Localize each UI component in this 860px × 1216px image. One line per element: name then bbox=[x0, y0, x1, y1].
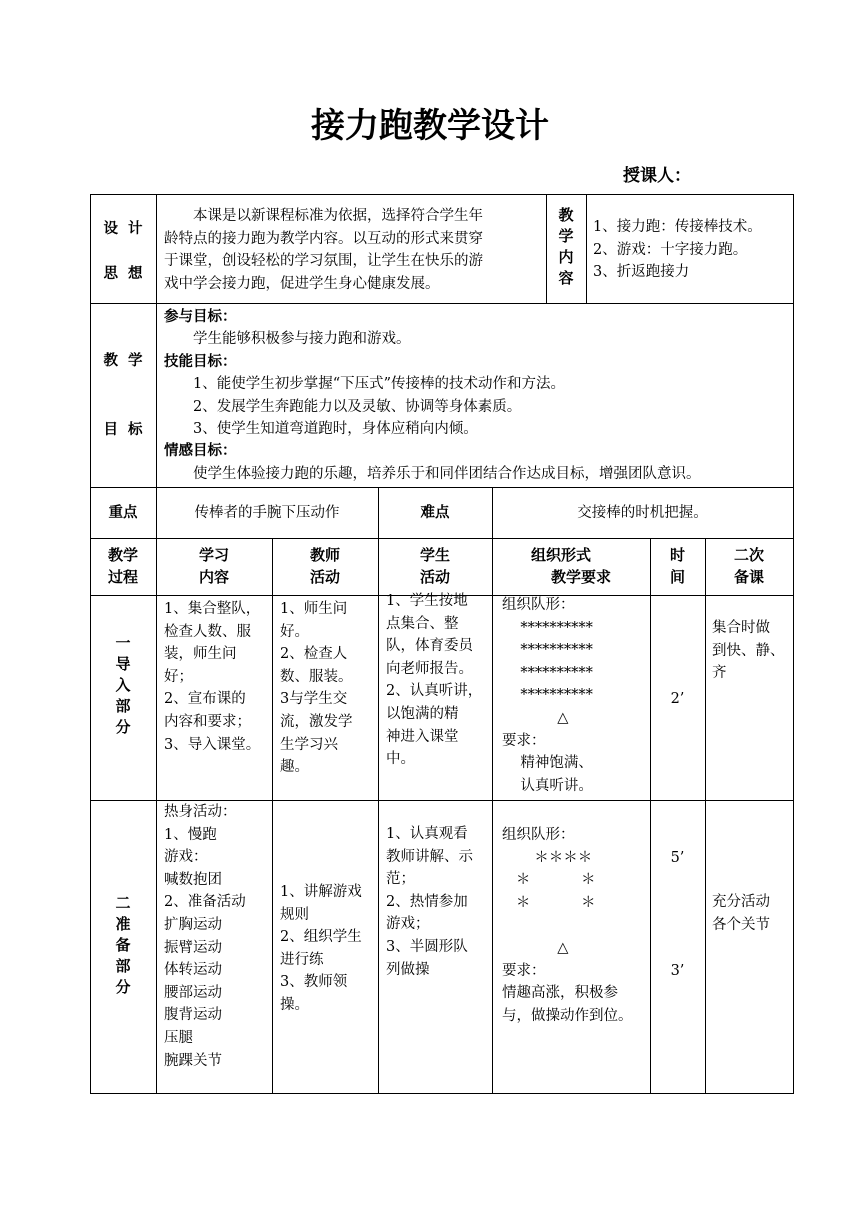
student-line: 游戏； bbox=[386, 916, 430, 933]
difficulty-label: 难点 bbox=[420, 505, 450, 521]
header-org-line: 教学要求 bbox=[550, 568, 611, 586]
org-line: 要求： bbox=[502, 732, 546, 749]
content-line: 喊数抱团 bbox=[164, 871, 222, 888]
row-intro-time: 2’ bbox=[670, 691, 685, 707]
prep-line: 集合时做 bbox=[712, 620, 770, 636]
goal-heading: 情感目标： bbox=[164, 443, 237, 460]
org-line: 组织队形： bbox=[502, 597, 575, 613]
student-line: 点集合、整 bbox=[386, 615, 459, 632]
page-title: 接力跑教学设计 bbox=[311, 106, 549, 146]
teacher-line: 好。 bbox=[280, 623, 309, 640]
content-line: 体转运动 bbox=[164, 962, 222, 979]
org-line: ********** bbox=[502, 619, 593, 636]
row-warmup-org bbox=[502, 824, 650, 1027]
org-line: 组织队形： bbox=[502, 827, 575, 843]
row-warmup-process bbox=[90, 893, 156, 998]
row-intro-process bbox=[90, 633, 156, 738]
design-text bbox=[164, 205, 544, 295]
teacher-line: 进行练 bbox=[280, 951, 324, 968]
design-text-line: 本课是以新课程标准为依据，选择符合学生年 bbox=[164, 208, 483, 224]
goal-heading: 技能目标： bbox=[164, 353, 237, 370]
student-line: 以饱满的精 bbox=[386, 705, 459, 722]
org-line: 认真听讲。 bbox=[502, 777, 593, 794]
content-item: 3、折返跑接力 bbox=[593, 264, 690, 281]
design-text-line: 于课堂，创设轻松的学习氛围，让学生在快乐的游 bbox=[164, 253, 483, 270]
header-prep-line: 二次 bbox=[733, 546, 764, 564]
student-line: 1、认真观看 bbox=[386, 826, 468, 842]
teacher-label: 授课人： bbox=[623, 166, 691, 186]
teacher-line: 1、师生问 bbox=[280, 601, 348, 617]
teacher-line: 规则 bbox=[280, 906, 309, 923]
student-line: 列做操 bbox=[386, 961, 430, 978]
process-char: 导 bbox=[115, 655, 131, 673]
content-line: 1、集合整队， bbox=[164, 601, 261, 617]
row-intro-org bbox=[502, 594, 650, 797]
row-intro-teacher bbox=[280, 598, 378, 779]
row-warmup-time-2: 3’ bbox=[670, 963, 685, 979]
goal-line: 使学生体验接力跑的乐趣，培养乐于和同伴团结合作达成目标，增强团队意识。 bbox=[164, 465, 701, 482]
content-line: 3、导入课堂。 bbox=[164, 736, 261, 753]
teacher-line: 数、服装。 bbox=[280, 668, 353, 685]
goals-text bbox=[164, 306, 792, 485]
teacher-line: 2、组织学生 bbox=[280, 929, 362, 946]
org-line bbox=[502, 914, 650, 937]
teacher-line: 操。 bbox=[280, 996, 309, 1013]
content-line: 腰部运动 bbox=[164, 984, 222, 1001]
prep-line: 齐 bbox=[712, 665, 727, 682]
student-line: 中。 bbox=[386, 751, 415, 768]
header-content bbox=[156, 544, 272, 588]
design-label-1: 设 计 bbox=[103, 221, 143, 237]
design-label-2: 思 想 bbox=[103, 266, 143, 282]
org-line: ********** bbox=[502, 687, 593, 704]
goal-line: 2、发展学生奔跑能力以及灵敏、协调等身体素质。 bbox=[164, 398, 522, 415]
process-char: 二 bbox=[115, 894, 131, 912]
student-line: 1、学生按地 bbox=[386, 593, 468, 609]
student-line: 队，体育委员 bbox=[386, 638, 473, 655]
header-content-line: 内容 bbox=[198, 568, 229, 586]
teacher-line: 3、教师领 bbox=[280, 974, 348, 991]
process-char: 分 bbox=[115, 978, 131, 996]
process-char: 入 bbox=[115, 676, 131, 694]
row-intro-student bbox=[386, 590, 492, 771]
design-text-line: 戏中学会接力跑，促进学生身心健康发展。 bbox=[164, 275, 440, 292]
header-time bbox=[650, 544, 705, 588]
teacher-line: 趣。 bbox=[280, 759, 309, 776]
row-warmup-time-1: 5’ bbox=[670, 850, 685, 866]
goal-line: 学生能够积极参与接力跑和游戏。 bbox=[164, 331, 411, 348]
content-label-char: 教 bbox=[558, 206, 574, 224]
org-line: 精神饱满、 bbox=[502, 755, 593, 772]
row-intro-content bbox=[164, 598, 272, 756]
row-warmup-content bbox=[164, 801, 272, 1072]
process-char: 一 bbox=[115, 634, 131, 652]
row-warmup-prep bbox=[712, 891, 792, 936]
header-teacher bbox=[272, 544, 378, 588]
org-line: △ bbox=[502, 939, 569, 956]
content-label-char: 容 bbox=[558, 269, 574, 287]
student-line: 神进入课堂 bbox=[386, 728, 459, 745]
teacher-line: 2、检查人 bbox=[280, 646, 348, 663]
header-org bbox=[492, 544, 650, 588]
prep-line: 各个关节 bbox=[712, 916, 770, 933]
goals-label-1: 教 学 bbox=[103, 353, 143, 369]
goal-heading: 参与目标： bbox=[164, 309, 237, 325]
header-process-line: 过程 bbox=[107, 568, 138, 586]
header-student-line: 学生 bbox=[419, 546, 450, 564]
key-label: 重点 bbox=[108, 505, 138, 521]
header-org-line: 组织形式 bbox=[530, 546, 591, 564]
content-line: 热身活动： bbox=[164, 804, 237, 820]
process-char: 部 bbox=[115, 697, 131, 715]
org-line: △ bbox=[502, 709, 569, 726]
org-line: 情趣高涨，积极参 bbox=[502, 985, 618, 1002]
content-label-char: 内 bbox=[558, 248, 574, 266]
row-intro-prep bbox=[712, 617, 792, 685]
content-items bbox=[593, 216, 793, 284]
content-line: 内容和要求； bbox=[164, 713, 251, 730]
header-prep-line: 备课 bbox=[733, 568, 764, 586]
teacher-line: 3与学生交 bbox=[280, 691, 348, 708]
header-time-line: 时 bbox=[669, 546, 685, 564]
content-line: 振臂运动 bbox=[164, 939, 222, 956]
content-line: 压腿 bbox=[164, 1029, 193, 1046]
content-line: 腕踝关节 bbox=[164, 1052, 222, 1069]
content-line: 1、慢跑 bbox=[164, 826, 217, 843]
header-student-line: 活动 bbox=[419, 568, 450, 586]
student-line: 范； bbox=[386, 871, 415, 888]
teacher-line: 生学习兴 bbox=[280, 736, 338, 753]
prep-line: 充分活动 bbox=[712, 894, 770, 910]
content-label bbox=[546, 205, 586, 289]
org-line: 要求： bbox=[502, 962, 546, 979]
org-line: ********** bbox=[502, 664, 593, 681]
content-line: 2、准备活动 bbox=[164, 894, 246, 911]
teacher-line: 流，激发学 bbox=[280, 713, 353, 730]
header-content-line: 学习 bbox=[198, 546, 229, 564]
content-line: 游戏： bbox=[164, 849, 208, 866]
header-teacher-line: 教师 bbox=[309, 546, 340, 564]
content-line: 装，师生问 bbox=[164, 646, 237, 663]
key-text: 传棒者的手腕下压动作 bbox=[194, 505, 340, 521]
org-line: 与，做操动作到位。 bbox=[502, 1007, 633, 1024]
content-label-char: 学 bbox=[558, 227, 574, 245]
org-line: ********** bbox=[502, 642, 593, 659]
process-char: 部 bbox=[115, 957, 131, 975]
content-line: 腹背运动 bbox=[164, 1007, 222, 1024]
content-item: 2、游戏：十字接力跑。 bbox=[593, 241, 748, 258]
design-text-line: 龄特点的接力跑为教学内容。以互动的形式来贯穿 bbox=[164, 230, 483, 247]
process-char: 分 bbox=[115, 718, 131, 736]
header-student bbox=[378, 544, 492, 588]
org-line: ＊ ＊ bbox=[502, 872, 596, 889]
goals-label-2: 目 标 bbox=[103, 422, 143, 438]
difficulty-text: 交接棒的时机把握。 bbox=[577, 505, 708, 521]
org-line: ＊＊＊＊ bbox=[502, 849, 593, 866]
header-process bbox=[90, 544, 156, 588]
student-line: 3、半圆形队 bbox=[386, 938, 468, 955]
row-warmup-teacher bbox=[280, 881, 378, 1017]
student-line: 2、认真听讲， bbox=[386, 683, 483, 700]
goal-line: 1、能使学生初步掌握“下压式”传接棒的技术动作和方法。 bbox=[164, 376, 566, 393]
org-line: ＊ ＊ bbox=[502, 894, 596, 911]
content-line: 扩胸运动 bbox=[164, 916, 222, 933]
prep-line: 到快、静、 bbox=[712, 642, 785, 659]
student-line: 向老师报告。 bbox=[386, 660, 473, 677]
content-line: 2、宣布课的 bbox=[164, 691, 246, 708]
content-line: 好； bbox=[164, 668, 193, 685]
student-line: 2、热情参加 bbox=[386, 893, 468, 910]
process-char: 备 bbox=[115, 936, 131, 954]
goal-line: 3、使学生知道弯道跑时，身体应稍向内倾。 bbox=[164, 421, 478, 438]
header-prep bbox=[705, 544, 793, 588]
header-process-line: 教学 bbox=[107, 546, 138, 564]
row-warmup-student bbox=[386, 823, 492, 981]
student-line: 教师讲解、示 bbox=[386, 848, 473, 865]
content-line: 检查人数、服 bbox=[164, 623, 251, 640]
header-time-line: 间 bbox=[669, 568, 685, 586]
content-item: 1、接力跑：传接棒技术。 bbox=[593, 219, 762, 235]
process-char: 准 bbox=[115, 915, 131, 933]
header-teacher-line: 活动 bbox=[309, 568, 340, 586]
teacher-line: 1、讲解游戏 bbox=[280, 884, 362, 900]
